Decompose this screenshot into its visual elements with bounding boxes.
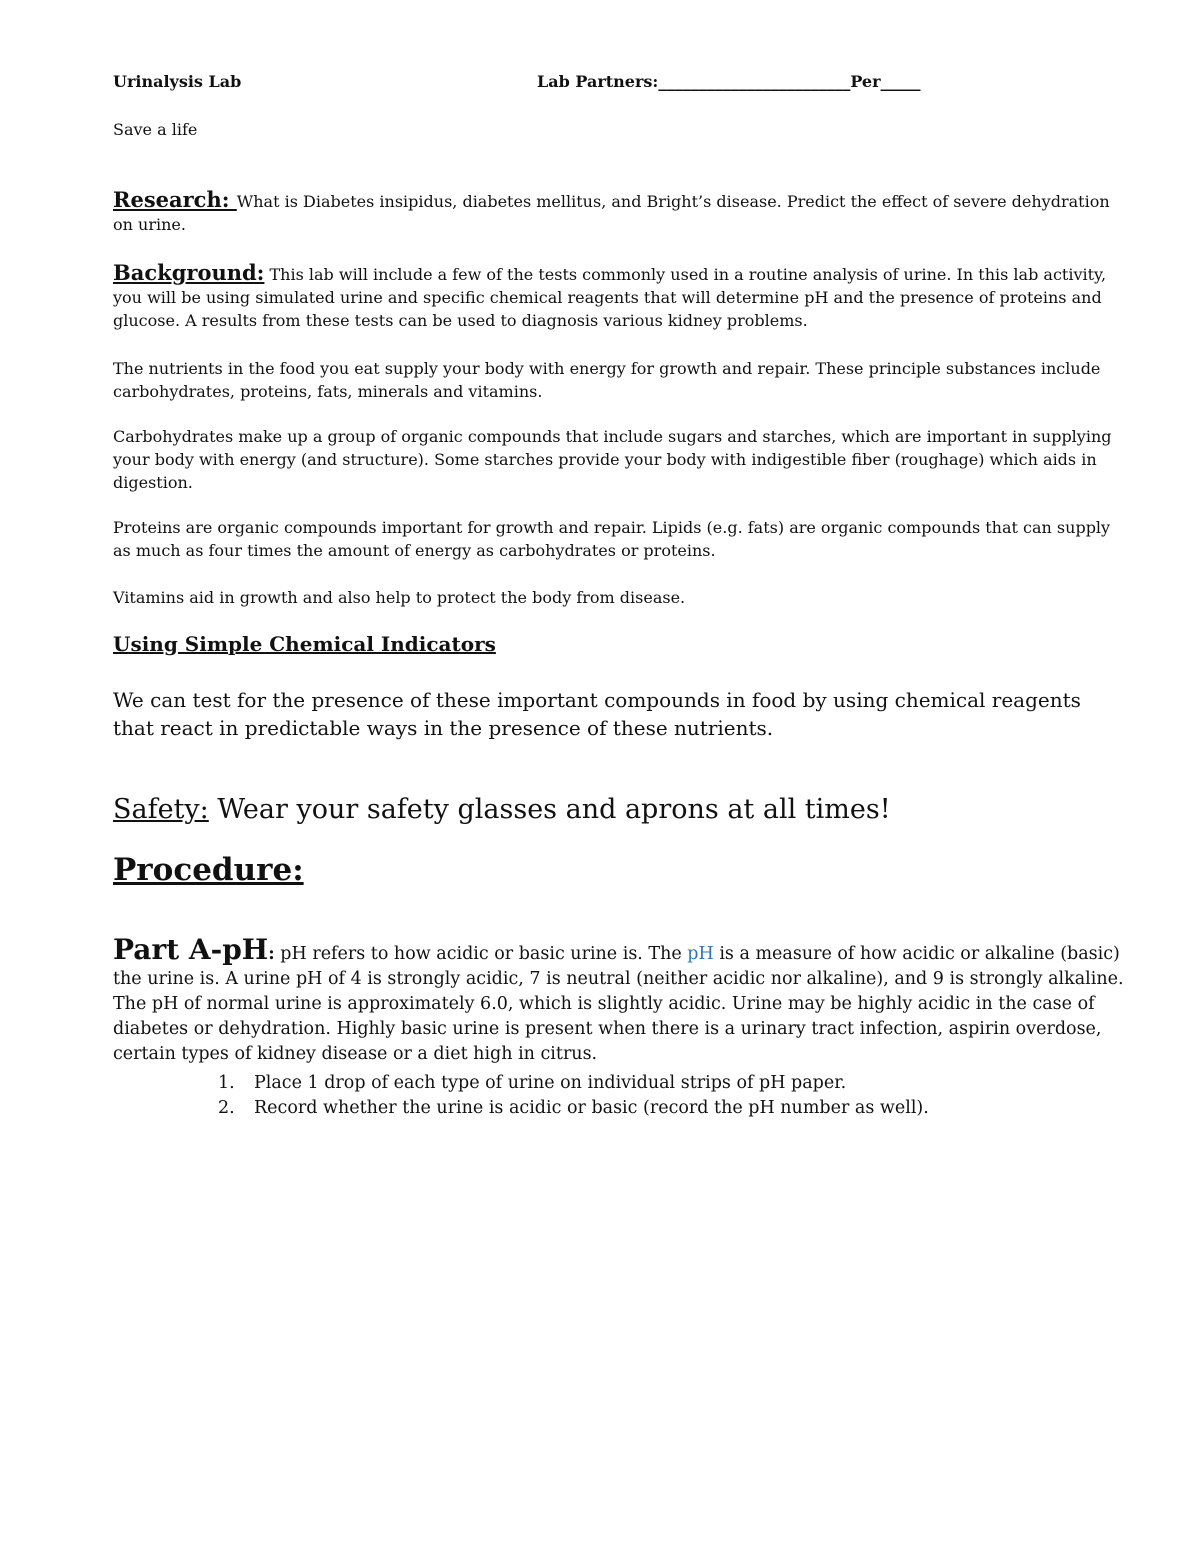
step-text: Place 1 drop of each type of urine on individual strips of pH paper. [254, 1073, 847, 1093]
vitamins-paragraph: Vitamins aid in growth and also help to protect the body from disease. [113, 588, 686, 607]
background-paragraph [113, 261, 1123, 332]
lab-title: Urinalysis Lab [113, 72, 242, 91]
step-number: 2. [218, 1098, 235, 1118]
lab-partners-line: Lab Partners:________________________Per_____ [537, 72, 921, 91]
part-a-text-2: is a measure of how acidic or alkaline (basic) the urine is. A urine pH of 4 is strongly acidic, 7 is neutral (neither acidic nor alkaline), and 9 is strongly alkaline. The pH of normal urine is approximately 6.0, which is slightly acidic. Urine may be highly acidic in the case of diabetes or dehydration. Highly basic urine is present when there is a urinary tract infection, aspirin overdose, certain types of kidney disease or a diet high in citrus. [113, 944, 1124, 1064]
part-a-text-1: pH refers to how acidic or basic urine is. The [274, 944, 688, 964]
procedure-steps [218, 1071, 1118, 1121]
background-text: This lab will include a few of the tests commonly used in a routine analysis of urine. In this lab activity, you will be using simulated urine and specific chemical reagents that will determine pH and the presence of proteins and glucose. A results from these tests can be used to diagnosis various kidney problems. [113, 265, 1107, 330]
indicators-text: We can test for the presence of these important compounds in food by using chemical reagents that react in predictable ways in the presence of these nutrients. [113, 688, 1081, 740]
safety-label: Safety: [113, 794, 209, 825]
step-text: Record whether the urine is acidic or basic (record the pH number as well). [254, 1098, 929, 1118]
step-number: 1. [218, 1073, 235, 1093]
procedure-heading: Procedure: [113, 852, 304, 888]
research-paragraph [113, 188, 1123, 236]
indicators-heading: Using Simple Chemical Indicators [113, 632, 496, 656]
part-a-paragraph [113, 933, 1128, 1067]
background-label: Background: [113, 260, 265, 285]
research-label: Research: [113, 187, 237, 212]
list-item [218, 1096, 1118, 1121]
part-a-colon: : [268, 944, 275, 964]
subtitle: Save a life [113, 120, 198, 139]
ph-link[interactable]: pH [687, 944, 714, 964]
nutrients-paragraph: The nutrients in the food you eat supply your body with energy for growth and repair. These principle substances include carbohydrates, proteins, fats, minerals and vitamins. [113, 359, 1101, 401]
proteins-paragraph: Proteins are organic compounds important for growth and repair. Lipids (e.g. fats) are organic compounds that can supply as much as four times the amount of energy as carbohydrates or proteins. [113, 518, 1111, 560]
research-text: What is Diabetes insipidus, diabetes mellitus, and Bright’s disease. Predict the effect of severe dehydration on urine. [113, 192, 1110, 234]
part-a-label: Part A-pH [113, 933, 269, 966]
safety-line [113, 794, 891, 825]
safety-text: Wear your safety glasses and aprons at all times! [208, 794, 891, 825]
carbohydrates-paragraph: Carbohydrates make up a group of organic compounds that include sugars and starches, which are important in supplying your body with energy (and structure). Some starches provide your body with indigestible fiber (roughage) which aids in digestion. [113, 427, 1112, 492]
list-item [218, 1071, 1118, 1096]
